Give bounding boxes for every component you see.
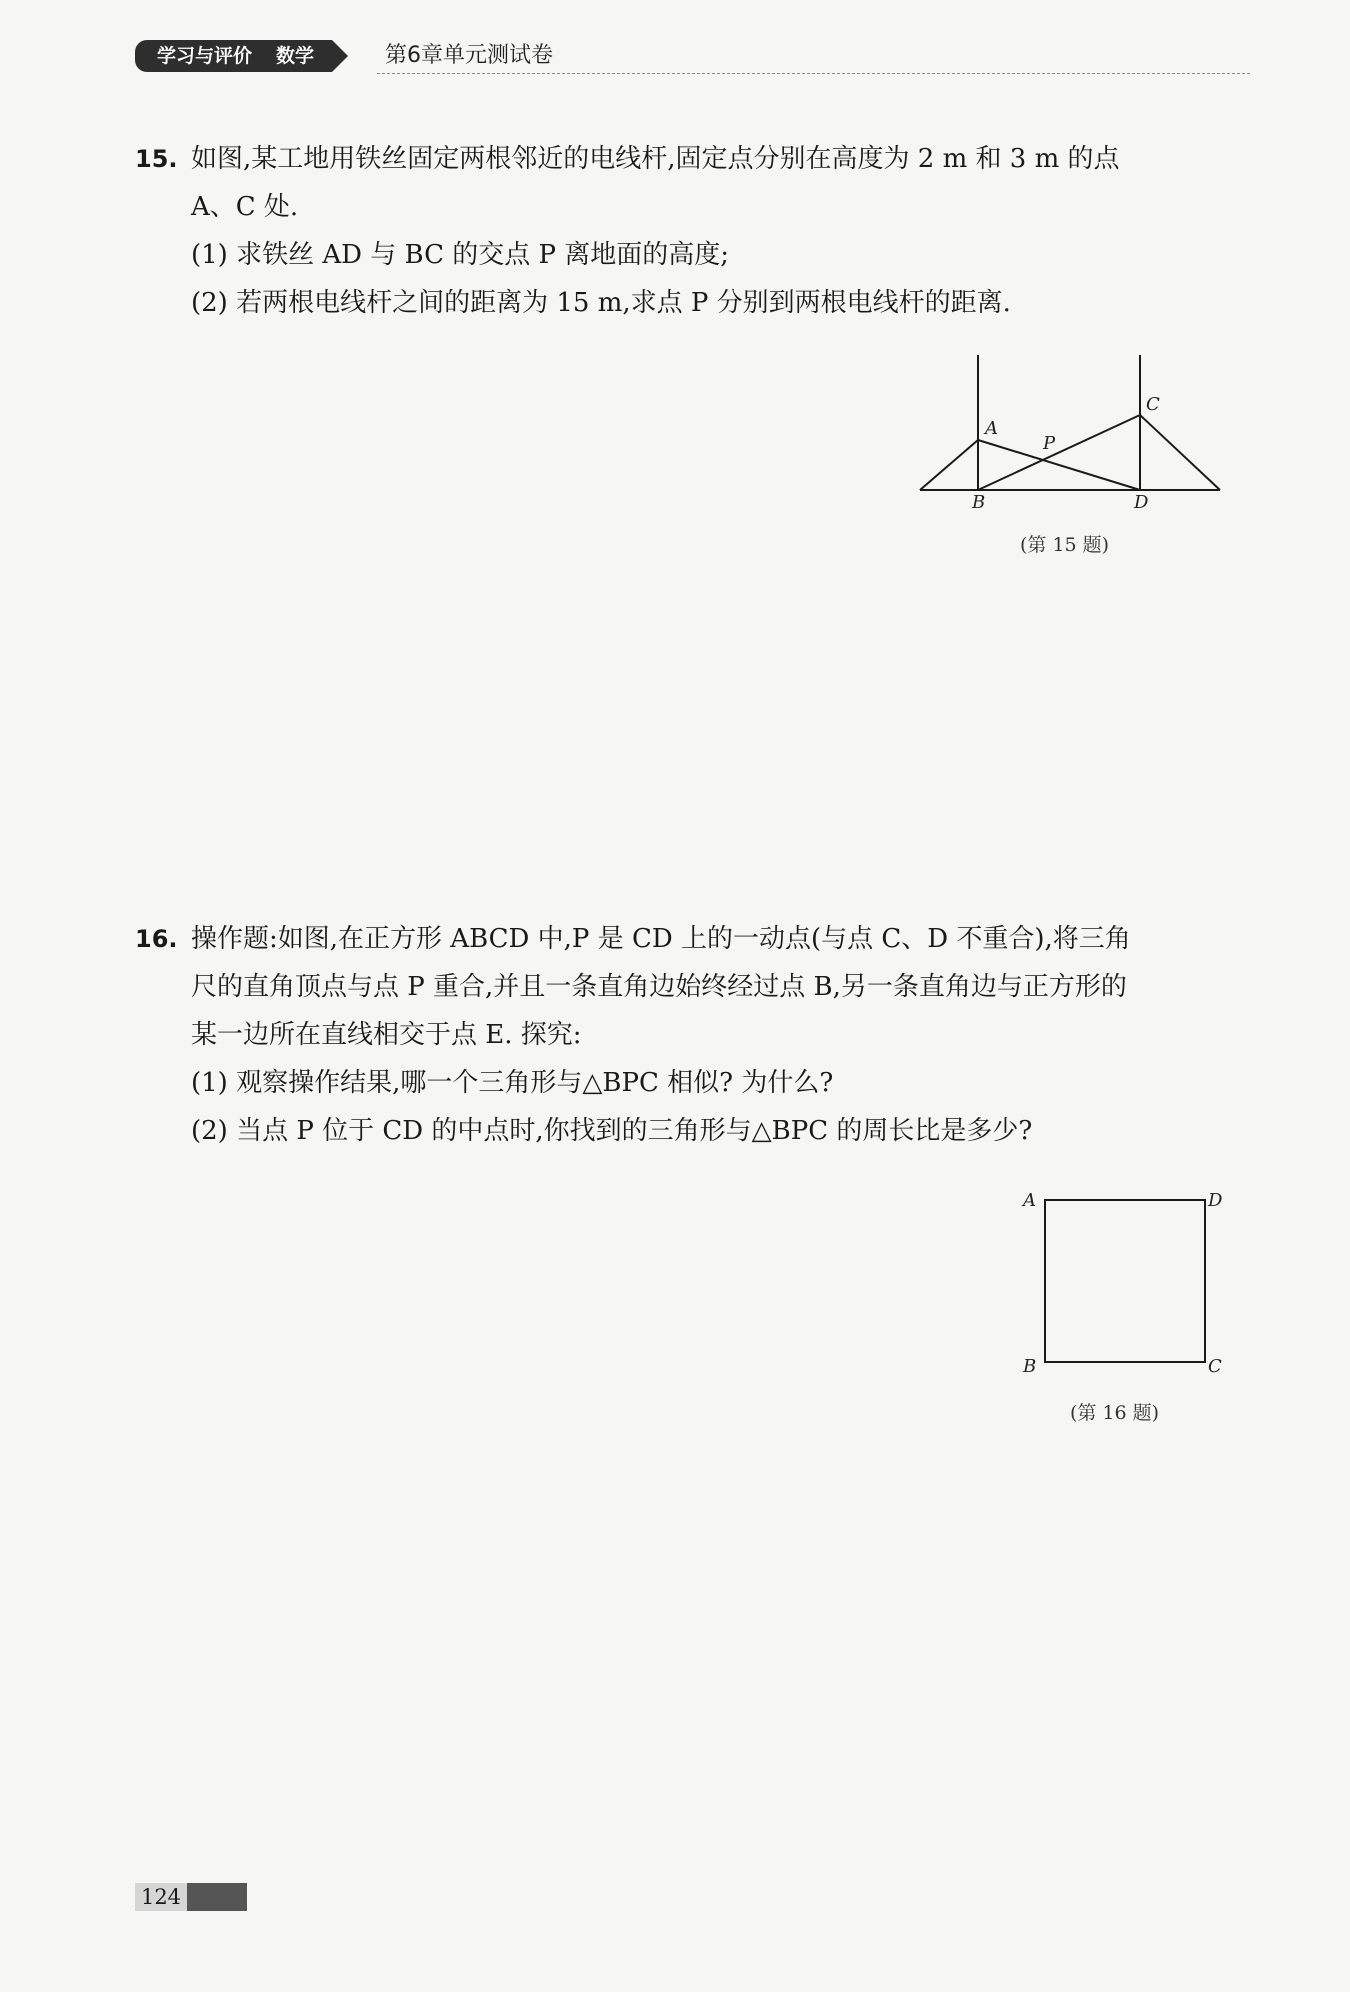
label-B: B bbox=[1023, 1356, 1037, 1377]
figure-16-caption: (第 16 题) bbox=[1070, 1402, 1160, 1424]
header-tab bbox=[135, 40, 332, 72]
header-rule bbox=[377, 73, 1250, 74]
problem-16-number: 16. bbox=[135, 925, 178, 953]
figure-15-caption: (第 15 题) bbox=[1020, 534, 1110, 556]
label-C: C bbox=[1146, 394, 1160, 415]
figure-15-diagram bbox=[915, 355, 1235, 510]
page-number: 124 bbox=[135, 1883, 187, 1911]
label-B: B bbox=[972, 492, 986, 510]
label-P: P bbox=[1043, 433, 1056, 454]
figure-16 bbox=[1015, 1180, 1235, 1380]
problem-16-text-line2: 尺的直角顶点与点 P 重合,并且一条直角边始终经过点 B,另一条直角边与正方形的 bbox=[191, 972, 1127, 1002]
label-A: A bbox=[1023, 1190, 1036, 1211]
right-support-wire bbox=[1140, 415, 1220, 490]
square-ABCD bbox=[1045, 1200, 1205, 1362]
label-D: D bbox=[1208, 1190, 1223, 1211]
label-C: C bbox=[1208, 1356, 1222, 1377]
problem-16-text-line3: 某一边所在直线相交于点 E. 探究: bbox=[191, 1020, 582, 1050]
figure-15 bbox=[915, 355, 1235, 510]
wire-BC bbox=[978, 415, 1140, 490]
problem-15-number: 15. bbox=[135, 145, 178, 173]
problem-15 bbox=[135, 135, 1250, 327]
figure-16-diagram bbox=[1015, 1180, 1235, 1380]
label-D: D bbox=[1134, 492, 1149, 510]
label-A: A bbox=[985, 418, 998, 439]
page-number-block bbox=[135, 1883, 247, 1911]
problem-15-text-line1: 如图,某工地用铁丝固定两根邻近的电线杆,固定点分别在高度为 2 m 和 3 m 的点 bbox=[191, 144, 1120, 174]
problem-16 bbox=[135, 915, 1250, 1155]
page-header bbox=[135, 40, 1250, 76]
problem-15-part2: (2) 若两根电线杆之间的距离为 15 m,求点 P 分别到两根电线杆的距离. bbox=[191, 288, 1011, 318]
problem-16-part2: (2) 当点 P 位于 CD 的中点时,你找到的三角形与△BPC 的周长比是多少? bbox=[191, 1116, 1033, 1146]
problem-15-text-line2: A、C 处. bbox=[191, 192, 299, 222]
subject-title: 数学 bbox=[276, 45, 315, 67]
wire-AD bbox=[978, 440, 1140, 490]
problem-16-text-line1: 操作题:如图,在正方形 ABCD 中,P 是 CD 上的一动点(与点 C、D 不重合),将三角 bbox=[191, 924, 1131, 954]
series-title: 学习与评价 bbox=[157, 45, 253, 67]
chapter-title: 第6章单元测试卷 bbox=[385, 43, 553, 68]
page-number-bar bbox=[187, 1883, 247, 1911]
problem-15-part1: (1) 求铁丝 AD 与 BC 的交点 P 离地面的高度; bbox=[191, 240, 730, 270]
problem-16-part1: (1) 观察操作结果,哪一个三角形与△BPC 相似? 为什么? bbox=[191, 1068, 834, 1098]
problem-16-stem-line1 bbox=[135, 915, 1250, 963]
problem-15-stem-line1 bbox=[135, 135, 1250, 183]
left-support-wire bbox=[920, 440, 978, 490]
